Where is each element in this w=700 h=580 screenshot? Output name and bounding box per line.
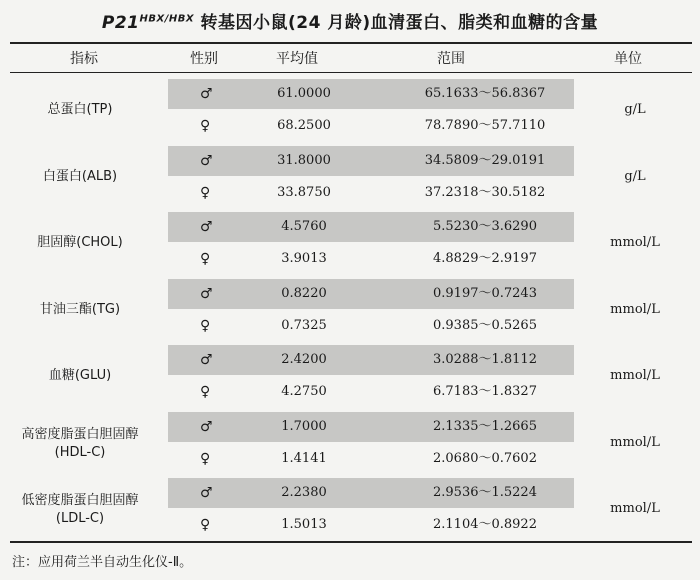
sex-symbol: ♀: [200, 317, 211, 334]
indicator-name: 白蛋白(ALB): [42, 168, 118, 184]
table-title: [0, 8, 700, 33]
range-value: 0.9385～0.5265: [433, 317, 537, 333]
indicator-abbrev: (HDL-C): [54, 444, 106, 460]
average-value: 0.8220: [281, 285, 327, 301]
range-value: 65.1633～56.8367: [424, 86, 546, 101]
range-value: 2.9536～1.5224: [433, 485, 537, 500]
average-value: 61.0000: [277, 86, 331, 101]
average-value: 2.4200: [281, 352, 327, 367]
sex-symbol: ♂: [200, 86, 213, 102]
range-value: 4.8829～2.9197: [433, 251, 537, 266]
sex-symbol: ♂: [200, 285, 213, 302]
range-value: 6.7183～1.8327: [433, 384, 537, 399]
range-value: 0.9197～0.7243: [433, 285, 537, 301]
sex-symbol: ♀: [200, 517, 211, 533]
unit-label: g/L: [624, 102, 646, 117]
unit-label: mmol/L: [610, 368, 660, 383]
average-value: 1.5013: [281, 517, 327, 532]
sex-symbol: ♂: [200, 352, 213, 368]
header-average: 平均值: [276, 51, 318, 67]
average-value: 1.4141: [281, 450, 327, 466]
indicator-label: [0, 492, 160, 528]
average-value: 68.2500: [277, 118, 331, 133]
average-value: 31.8000: [277, 152, 331, 168]
unit-label: g/L: [624, 168, 646, 184]
range-value: 37.2318～30.5182: [424, 184, 546, 200]
sex-symbol: ♀: [200, 384, 211, 400]
header-sex: 性别: [190, 51, 218, 67]
title-prefix: P21: [101, 13, 140, 33]
indicator-name: 胆固醇(CHOL): [37, 235, 123, 250]
average-value: 2.2380: [281, 485, 327, 500]
range-value: 34.5809～29.0191: [424, 152, 546, 168]
header-rule: [10, 72, 692, 73]
top-rule: [10, 42, 692, 44]
range-value: 2.0680～0.7602: [433, 450, 537, 466]
header-indicator: 指标: [70, 51, 98, 67]
indicator-name: 血糖(GLU): [48, 368, 112, 383]
title-main: 转基因小鼠(24 月龄)血清蛋白、脂类和血糖的含量: [200, 13, 599, 33]
sex-symbol: ♀: [200, 118, 211, 134]
indicator-name: 低密度脂蛋白胆固醇: [21, 493, 139, 508]
sex-symbol: ♀: [200, 450, 211, 467]
range-value: 3.0288～1.8112: [433, 352, 537, 367]
range-value: 2.1104～0.8922: [433, 517, 537, 532]
unit-label: mmol/L: [610, 434, 660, 450]
indicator-label: [0, 101, 160, 119]
average-value: 4.2750: [281, 384, 327, 399]
average-value: 3.9013: [281, 251, 327, 266]
average-value: 33.8750: [277, 184, 331, 200]
indicator-name: 高密度脂蛋白胆固醇: [21, 426, 139, 442]
indicator-label: [0, 234, 160, 252]
header-unit: 单位: [614, 51, 642, 67]
title-superscript: HBX/HBX: [139, 13, 195, 25]
indicator-abbrev: (LDL-C): [55, 511, 105, 526]
sex-symbol: ♂: [200, 219, 213, 235]
range-value: 2.1335～1.2665: [433, 418, 537, 434]
range-value: 5.5230～3.6290: [433, 219, 537, 234]
header-range: 范围: [437, 51, 465, 67]
indicator-name: 甘油三酯(TG): [39, 301, 121, 317]
average-value: 4.5760: [281, 219, 327, 234]
bottom-rule: [10, 541, 692, 543]
sex-symbol: ♀: [200, 251, 211, 267]
unit-label: mmol/L: [610, 501, 660, 516]
indicator-label: [0, 367, 160, 385]
range-value: 78.7890～57.7110: [424, 118, 546, 133]
unit-label: mmol/L: [610, 235, 660, 250]
sex-symbol: ♂: [200, 152, 213, 169]
sex-symbol: ♀: [200, 184, 211, 201]
sex-symbol: ♂: [200, 485, 213, 501]
indicator-label: [0, 168, 160, 186]
table-note: 注：应用荷兰半自动生化仪-Ⅱ。: [12, 555, 193, 570]
unit-label: mmol/L: [610, 301, 660, 317]
sex-symbol: ♂: [200, 418, 213, 435]
indicator-name: 总蛋白(TP): [47, 102, 113, 117]
indicator-label: [0, 426, 160, 462]
indicator-label: [0, 301, 160, 319]
average-value: 1.7000: [281, 418, 327, 434]
average-value: 0.7325: [281, 317, 327, 333]
